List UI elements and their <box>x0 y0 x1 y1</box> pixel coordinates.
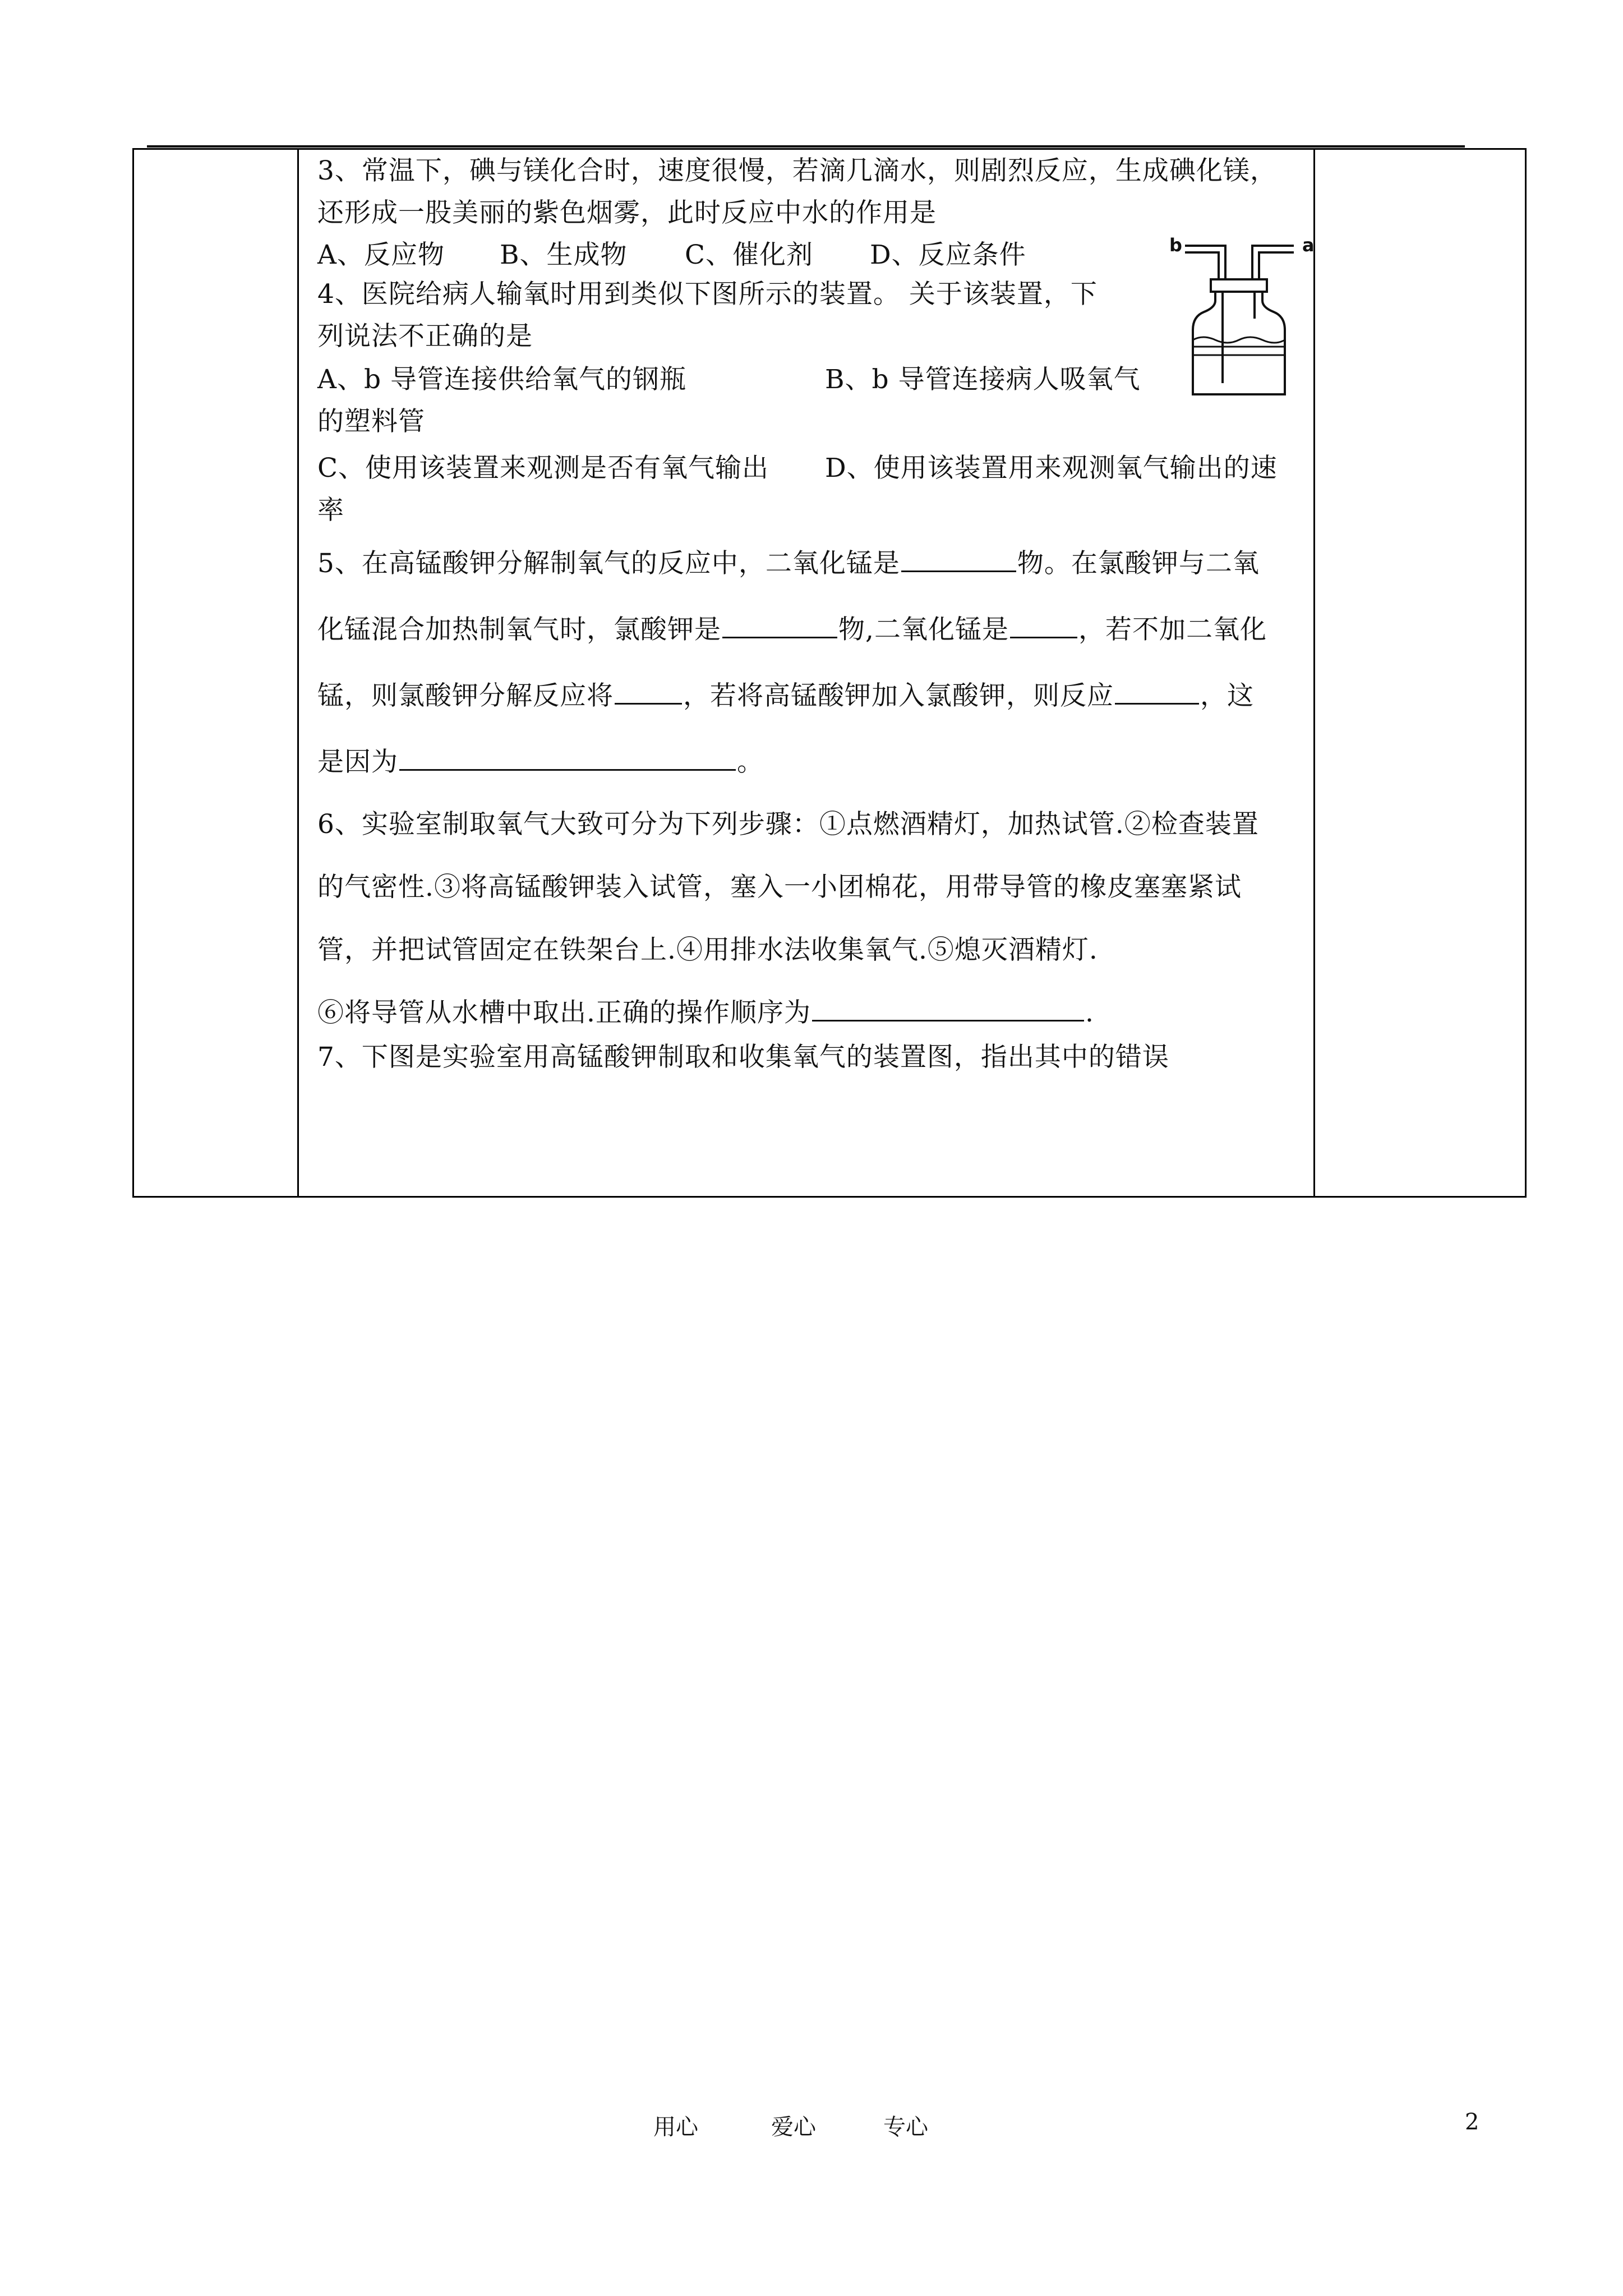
q3-option-c: C、催化剂 <box>685 240 813 270</box>
answer-blank[interactable] <box>615 680 682 705</box>
q7-line-1: 7、下图是实验室用高锰酸钾制取和收集氧气的装置图，指出其中的错误 <box>317 1042 1169 1073</box>
q3-option-a: A、反应物 <box>317 240 445 270</box>
answer-blank[interactable] <box>901 548 1016 572</box>
q6-line-2: 的气密性.③将高锰酸钾装入试管，塞入一小团棉花，用带导管的橡皮塞塞紧试 <box>317 872 1242 903</box>
q3-line-1: 3、常温下，碘与镁化合时，速度很慢，若滴几滴水，则剧烈反应，生成碘化镁， <box>317 155 1277 186</box>
q6-line-1: 6、实验室制取氧气大致可分为下列步骤：①点燃酒精灯，加热试管.②检查装置 <box>317 809 1259 840</box>
header-rule <box>147 145 1465 148</box>
q5-text-4: 物,二氧化锰是 <box>838 614 1009 645</box>
q4-option-c: C、使用该装置来观测是否有氧气输出 <box>317 453 769 484</box>
figure-label-a: a <box>1302 234 1315 256</box>
footer-slogan-1: 用心 <box>653 2114 698 2140</box>
q5-text-1: 5、在高锰酸钾分解制氧气的反应中，二氧化锰是 <box>317 548 900 579</box>
q5-text-8: ，这 <box>1200 680 1254 711</box>
q5-line-1 <box>317 547 1260 581</box>
q6-line-3: 管，并把试管固定在铁架台上.④用排水法收集氧气.⑤熄灭酒精灯. <box>317 935 1098 965</box>
q4-option-b-continued: 的塑料管 <box>317 406 425 437</box>
answer-blank[interactable] <box>1115 680 1199 705</box>
q5-text-9: 是因为 <box>317 747 398 777</box>
footer-slogan-3: 专心 <box>883 2114 928 2140</box>
q5-text-3: 化锰混合加热制氧气时，氯酸钾是 <box>317 614 721 645</box>
answer-blank[interactable] <box>812 997 1084 1022</box>
q3-line-2: 还形成一股美丽的紫色烟雾，此时反应中水的作用是 <box>317 197 937 228</box>
q4-option-d-continued: 率 <box>317 495 344 526</box>
worksheet-table <box>132 148 1527 1198</box>
figure-label-b: b <box>1169 234 1182 256</box>
q5-text-7: ，若将高锰酸钾加入氯酸钾，则反应 <box>683 680 1114 711</box>
footer-slogan-2: 爱心 <box>771 2114 816 2140</box>
answer-blank[interactable] <box>722 614 837 638</box>
q5-text-5: ，若不加二氧化 <box>1078 614 1267 645</box>
q4-option-b: B、b 导管连接病人吸氧气 <box>825 364 1141 395</box>
q3-option-d: D、反应条件 <box>870 240 1026 270</box>
answer-blank[interactable] <box>1010 614 1077 638</box>
q6-text-1: ⑥将导管从水槽中取出.正确的操作顺序为 <box>317 997 811 1028</box>
q6-text-2: . <box>1085 997 1094 1028</box>
answer-blank[interactable] <box>399 747 736 771</box>
q4-option-d: D、使用该装置用来观测氧气输出的速 <box>825 453 1278 484</box>
q5-line-2 <box>317 613 1267 647</box>
gas-washing-bottle-figure <box>1164 234 1315 400</box>
q3-option-b: B、生成物 <box>500 240 628 270</box>
q5-text-2: 物。在氯酸钾与二氧 <box>1017 548 1260 579</box>
q6-line-4 <box>317 996 1094 1030</box>
column-divider-left <box>297 150 299 1196</box>
page-number: 2 <box>1465 2109 1479 2135</box>
q4-option-a: A、b 导管连接供给氧气的钢瓶 <box>317 364 686 395</box>
q5-text-6: 锰，则氯酸钾分解反应将 <box>317 680 614 711</box>
q5-line-3 <box>317 679 1254 713</box>
q4-line-1: 4、医院给病人输氧时用到类似下图所示的装置。 关于该装置，下 <box>317 279 1098 310</box>
q5-line-4 <box>317 746 764 779</box>
q4-line-2: 列说法不正确的是 <box>317 321 533 352</box>
q5-text-10: 。 <box>737 747 764 777</box>
